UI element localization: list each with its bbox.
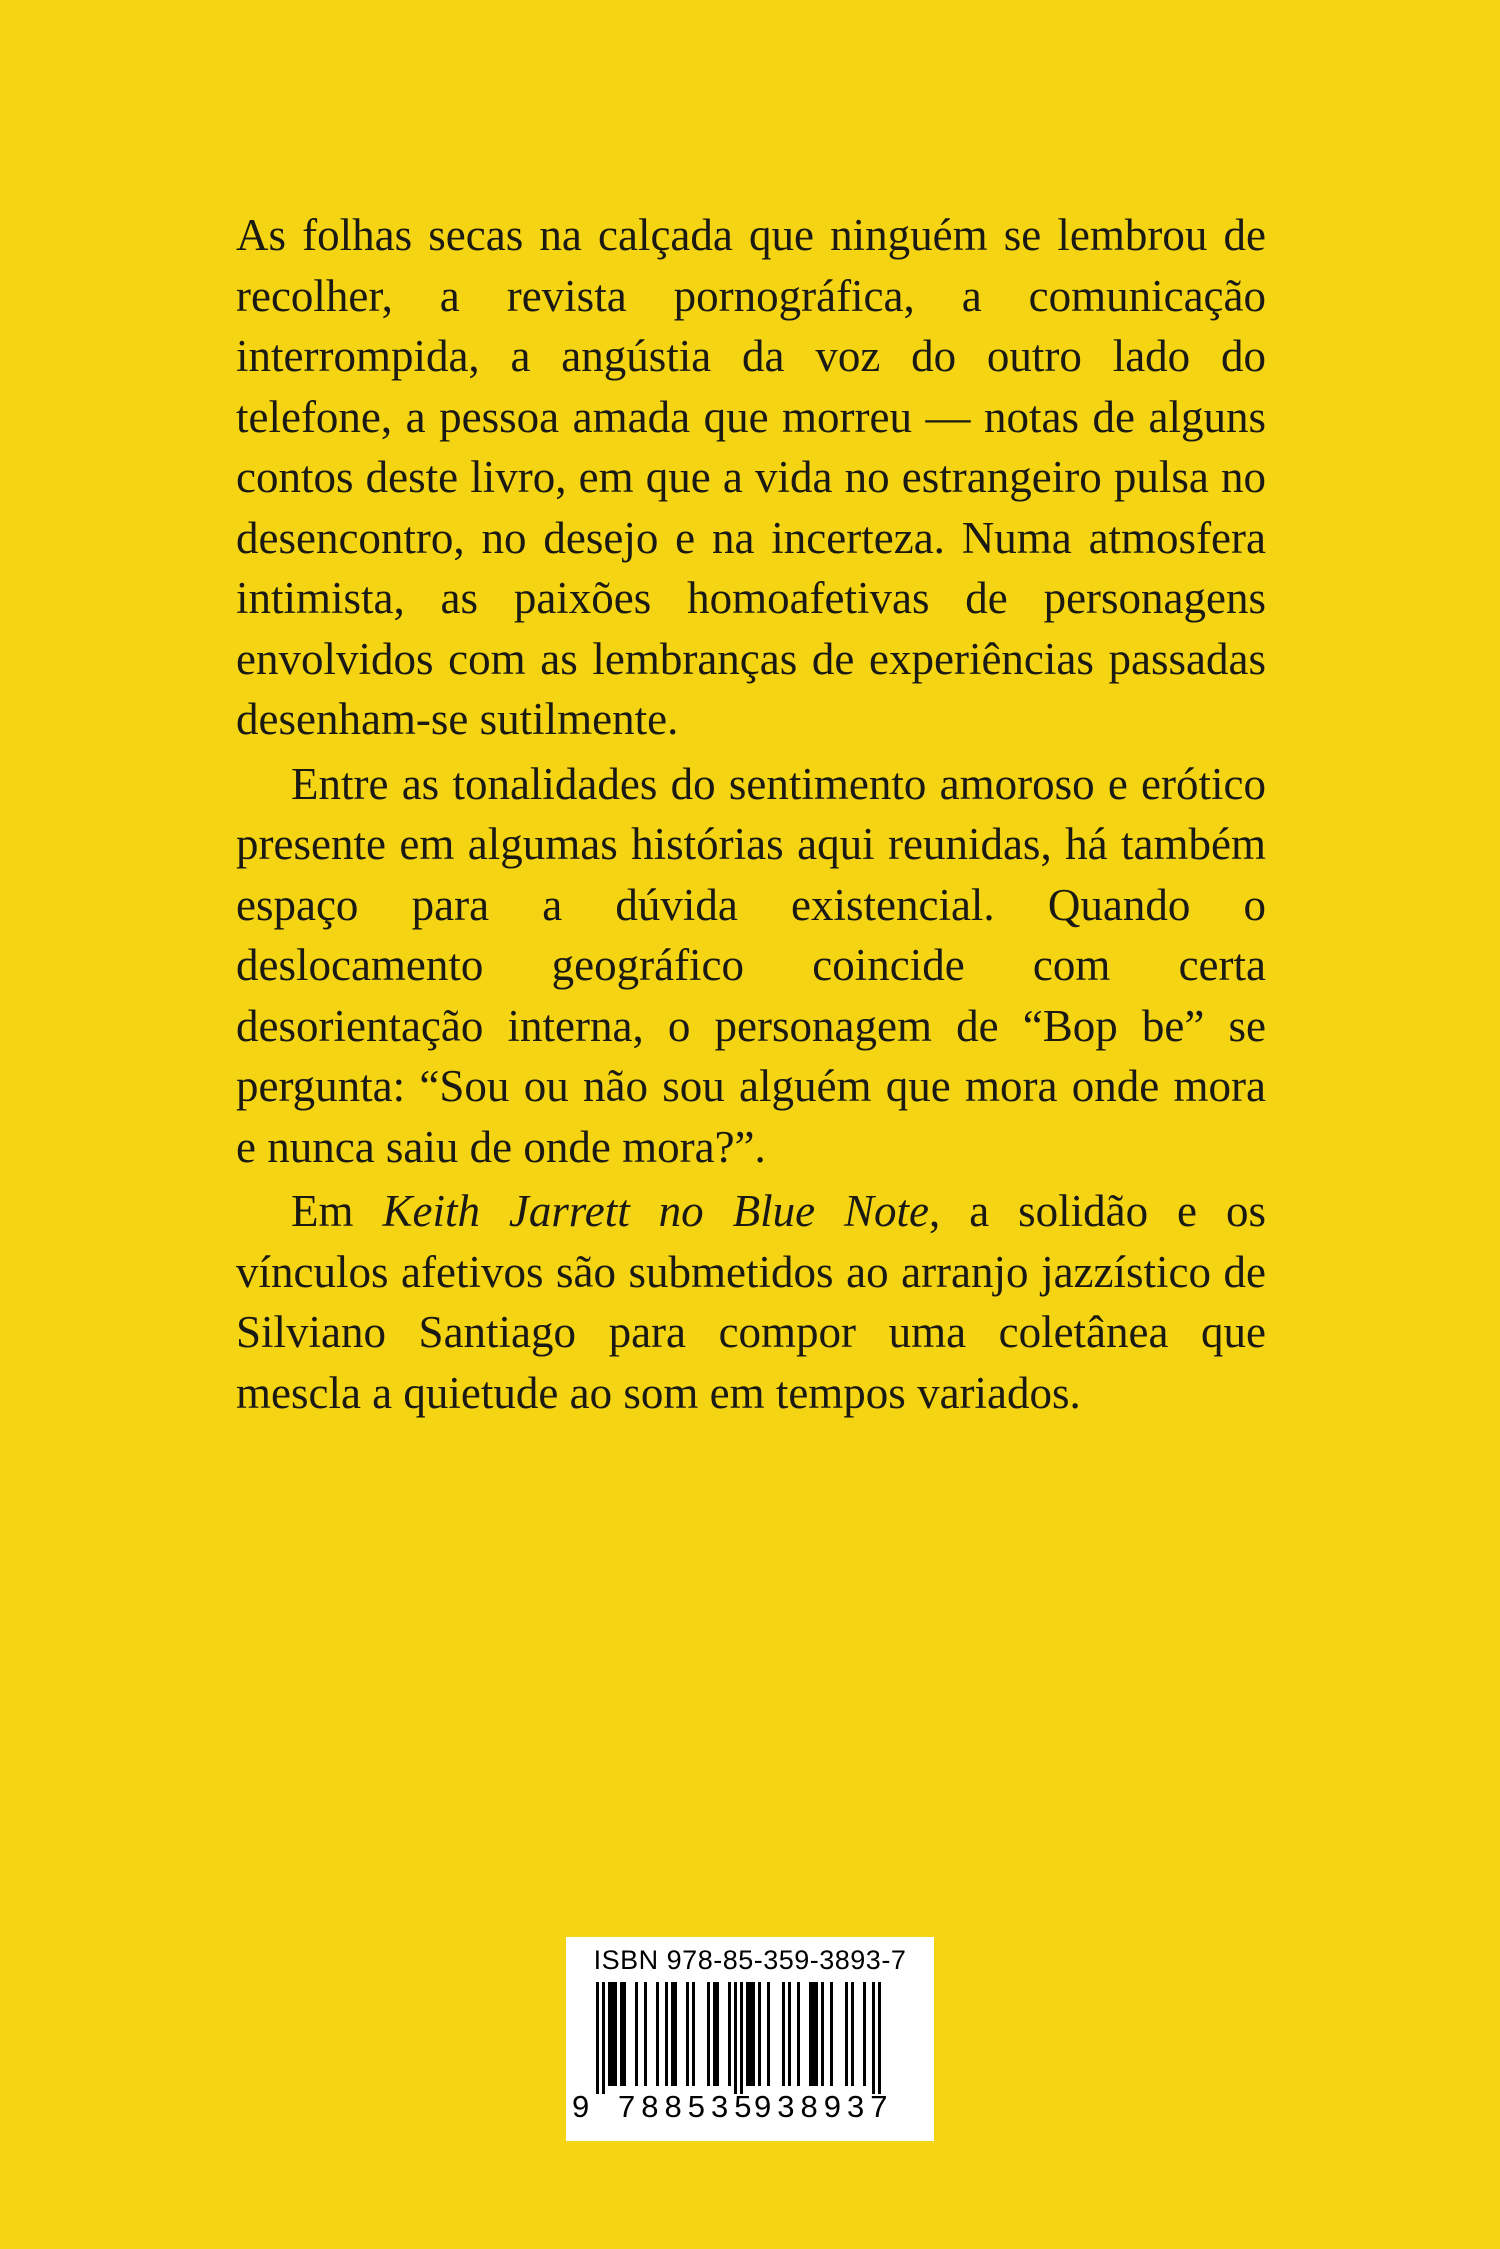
- barcode-bar: [815, 1982, 818, 2086]
- barcode-bar: [707, 1982, 710, 2086]
- barcode-bar: [728, 1982, 731, 2086]
- book-title: Keith Jarrett no Blue Note: [382, 1186, 929, 1236]
- isbn-label: ISBN 978-85-359-3893-7: [593, 1945, 907, 1975]
- barcode-bar: [797, 1982, 800, 2086]
- barcode-bar: [665, 1982, 668, 2086]
- barcode-bar: [788, 1982, 791, 2086]
- barcode-bar: [812, 1982, 815, 2086]
- isbn-barcode: [566, 1937, 934, 2141]
- barcode-bar: [635, 1982, 638, 2086]
- barcode-bar: [596, 1982, 599, 2094]
- barcode-bar: [614, 1982, 617, 2086]
- barcode-bar: [671, 1982, 674, 2086]
- barcode-bar: [872, 1982, 875, 2094]
- barcode-bar: [830, 1982, 833, 2086]
- barcode-bar: [863, 1982, 866, 2086]
- barcode-bar: [620, 1982, 623, 2086]
- barcode-bar: [878, 1982, 881, 2094]
- barcode-bar: [767, 1982, 770, 2086]
- barcode-digits-right: 938937: [754, 2089, 894, 2124]
- back-cover-blurb: [236, 205, 1266, 1423]
- barcode-bar: [608, 1982, 611, 2086]
- barcode-bar: [809, 1982, 812, 2086]
- barcode-bar: [716, 1982, 719, 2086]
- barcode-bar: [746, 1982, 749, 2086]
- barcode-bar: [674, 1982, 677, 2086]
- barcode-bar: [611, 1982, 614, 2086]
- barcode-bar: [758, 1982, 761, 2086]
- barcode-bar: [845, 1982, 848, 2086]
- barcode-bar: [851, 1982, 854, 2086]
- barcode-bar: [749, 1982, 752, 2086]
- barcode-bar: [713, 1982, 716, 2086]
- barcode-bar: [740, 1982, 743, 2094]
- barcode-bar: [623, 1982, 626, 2086]
- barcode-bar: [821, 1982, 824, 2086]
- barcode-bar: [734, 1982, 737, 2094]
- barcode-bars: [566, 1982, 934, 2094]
- barcode-bar: [644, 1982, 647, 2086]
- barcode-digits-left: 788535: [618, 2089, 758, 2124]
- barcode-bar: [656, 1982, 659, 2086]
- barcode-bar: [602, 1982, 605, 2094]
- barcode-bar: [692, 1982, 695, 2086]
- blurb-paragraph-3-rest: , a solidão e os vínculos afetivos são submetidos ao arranjo jazzístico de Silviano Santiago para compor uma coletânea que mescla a quietude ao som em tempos variados.: [236, 1186, 1266, 1418]
- blurb-paragraph-2: Entre as tonalidades do sentimento amoroso e erótico presente em algumas histórias aqui reunidas, há também espaço para a dúvida existencial. Quando o deslocamento geográfico coincide com certa desorientação interna, o personagem de “Bop be” se pergunta: “Sou ou não sou alguém que mora onde mora e nunca saiu de onde mora?”.: [236, 758, 1266, 1172]
- barcode-digit-first: 9: [572, 2089, 590, 2124]
- blurb-paragraph-1: As folhas secas na calçada que ninguém se lembrou de recolher, a revista pornográfica, a comunicação interrompida, a angústia da voz do outro lado do telefone, a pessoa amada que morreu — notas de alguns contos deste livro, em que a vida no estrangeiro pulsa no desencontro, no desejo e na incerteza. Numa atmosfera intimista, as paixões homoafetivas de personagens envolvidos com as lembranças de experiências passadas desenham-se sutilmente.: [236, 210, 1266, 744]
- barcode-bar: [752, 1982, 755, 2086]
- barcode-bar: [782, 1982, 785, 2086]
- blurb-paragraph-3: [236, 1181, 1266, 1423]
- barcode-bar: [686, 1982, 689, 2086]
- blurb-paragraph-3-prefix: Em: [291, 1186, 383, 1236]
